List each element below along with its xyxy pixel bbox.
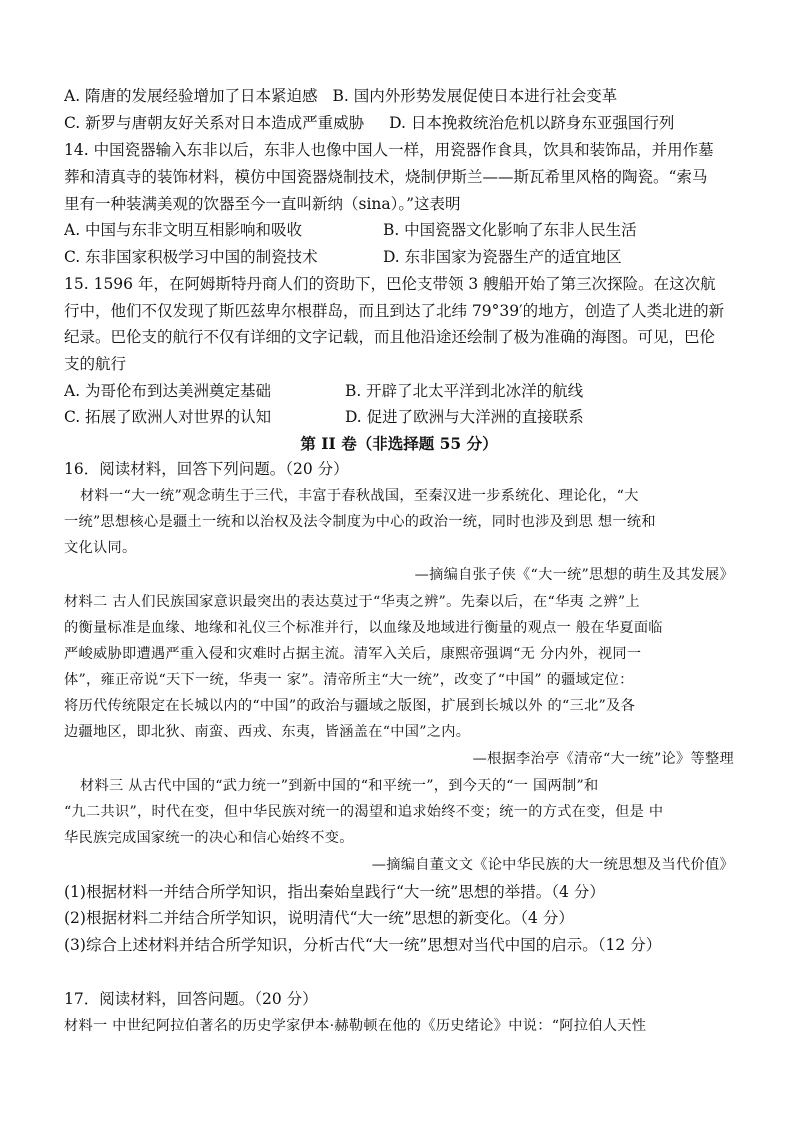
q15-option-b: B. 开辟了北太平洋到北冰洋的航线 [344,382,584,400]
q17-material-1-line: 材料一 中世纪阿拉伯著名的历史学家伊本·赫勒顿在他的《历史绪论》中说：“阿拉伯人天性 [64,1018,647,1034]
q15-stem-line: 支的航行 [64,355,127,373]
q16-material-3-source: —摘编自董文文《论中华民族的大一统思想及当代价值》 [371,857,734,873]
q16-material-2-source: —根据李治亭《清帝“大一统”论》等整理 [472,751,734,767]
q16-material-1-line: 文化认同。 [64,540,137,556]
q13-option-d: D. 日本挽救统治危机以跻身东亚强国行列 [389,114,675,132]
q15-stem-line: 15. 1596 年，在阿姆斯特丹商人们的资助下，巴伦支带领 3 艘船开始了第三次探险。在这次航 [64,275,716,293]
q13-option-a: A. 隋唐的发展经验增加了日本紧迫感 [64,87,318,105]
q13-options-row-1 [64,85,734,107]
q14-option-d: D. 东非国家为瓷器生产的适宜地区 [382,248,622,266]
q16-material-1-source: —摘编自张子侠《“大一统”思想的萌生及其发展》 [414,567,734,583]
q16-material-3-line: 材料三 从古代中国的“武力统一”到新中国的“和平统一”，到今天的“一 国两制”和 [80,778,599,794]
q16-material-2-line: 材料二 古人们民族国家意识最突出的表达莫过于“华夷之辨”。先秦以后，在“华夷 之辨”上 [64,594,640,610]
q14-stem-line: 里有一种装满美观的饮器至今一直叫新纳（sina）。”这表明 [64,195,461,213]
q15-option-a: A. 为哥伦布到达美洲奠定基础 [64,382,272,400]
q15-stem-line: 行中，他们不仅发现了斯匹兹卑尔根群岛，而且到达了北纬 79°39′的地方，创造了人类北进的新 [64,302,725,320]
q15-options-row-1 [64,380,734,402]
q16-material-2-line: 将历代传统限定在长城以内的“中国”的政治与疆域之版图，扩展到长城以外 的“三北”及各 [64,698,636,714]
q16-material-3-line: “九二共识”，时代在变，但中华民族对统一的渴望和追求始终不变；统一的方式在变，但是 中 [64,804,664,820]
q16-intro: 16．阅读材料，回答下列问题。（20 分） [64,460,349,478]
q15-options-row-2 [64,406,734,428]
q16-material-2-line: 的衡量标准是血缘、地缘和礼仪三个标准并行，以血缘及地域进行衡量的观点一 般在华夏面临 [64,620,663,636]
q16-material-3-line: 华民族完成国家统一的决心和信心始终不变。 [64,830,354,846]
q17-intro: 17．阅读材料，回答问题。（20 分） [64,990,318,1008]
q15-option-c: C. 拓展了欧洲人对世界的认知 [64,408,272,426]
q16-material-2-line: 严峻威胁即遭遇严重入侵和灾难时占据主流。清军入关后，康熙帝强调“无 分内外，视同一 [64,646,642,662]
q14-options-row-2 [64,246,734,268]
q14-option-a: A. 中国与东非文明互相影响和吸收 [64,221,303,239]
q13-options-row-2 [64,112,734,134]
q14-stem-line: 14. 中国瓷器输入东非以后，东非人也像中国人一样，用瓷器作食具，饮具和装饰品，并用作墓 [64,141,714,159]
q14-option-b: B. 中国瓷器文化影响了东非人民生活 [382,221,637,239]
q16-material-2-line: 体”，雍正帝说“天下一统，华夷一 家”。清帝所主“大一统”，改变了“中国” 的疆域定位： [64,672,634,688]
q16-subquestion-3: (3)综合上述材料并结合所学知识，分析古代“大一统”思想对当代中国的启示。（12 分） [64,936,662,954]
q14-stem-line: 葬和清真寺的装饰材料，模仿中国瓷器烧制技术，烧制伊斯兰——斯瓦希里风格的陶瓷。“索马 [64,168,708,186]
q16-subquestion-2: (2)根据材料二并结合所学知识，说明清代“大一统”思想的新变化。（4 分） [64,909,574,927]
q13-option-c: C. 新罗与唐朝友好关系对日本造成严重威胁 [64,114,365,132]
q16-subquestion-1: (1)根据材料一并结合所学知识，指出秦始皇践行“大一统”思想的举措。（4 分） [64,883,605,901]
section-title: 第 II 卷（非选择题 55 分） [300,434,498,453]
q16-material-1-line: 一统”思想核心是疆土一统和以治权及法令制度为中心的政治一统，同时也涉及到思 想一统和 [64,514,656,530]
q16-material-2-line: 边疆地区，即北狄、南蛮、西戎、东夷，皆涵盖在“中国”之内。 [64,724,471,740]
q16-material-1-line: 材料一“大一统”观念萌生于三代，丰富于春秋战国，至秦汉进一步系统化、理论化，“大 [80,488,639,504]
q14-options-row-1 [64,219,734,241]
q15-option-d: D. 促进了欧洲与大洋洲的直接联系 [344,408,584,426]
q13-option-b: B. 国内外形势发展促使日本进行社会变革 [332,87,618,105]
q15-stem-line: 纪录。巴伦支的航行不仅有详细的文字记载，而且他沿途还绘制了极为准确的海图。可见，巴伦 [64,328,716,346]
q14-option-c: C. 东非国家积极学习中国的制瓷技术 [64,248,318,266]
